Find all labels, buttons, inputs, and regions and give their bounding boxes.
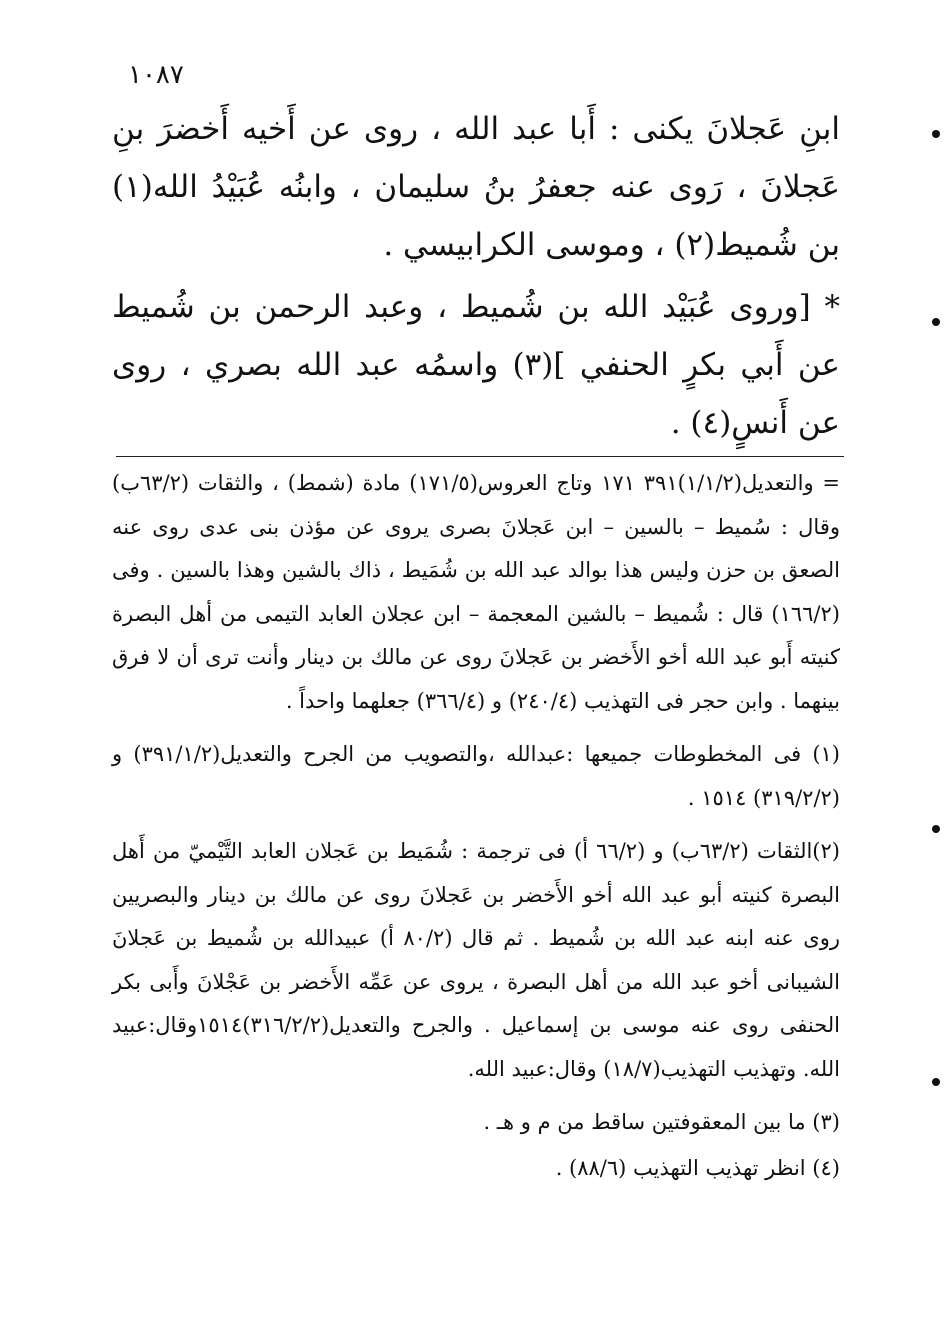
- main-paragraph: ابنِ عَجلانَ يكنى : أَبا عبد الله ، روى عن أَخيه أَخضرَ بنِ عَجلانَ ، رَوى عنه جعفرُ بنُ سليمان ، وابنُه عُبَيْدُ الله(١) بن شُميط(٢) ، وموسى الكرابيسي .: [112, 111, 840, 263]
- main-text: [112, 100, 840, 456]
- footnote-2: (٢)الثقات (٦٣/٢ب) و (٦٦/٢ أ) فى ترجمة : شُمَيط بن عَجلان العابد التَّيْميّ من أَهل البصرة كنيته أبو عبد الله أخو الأَخضر بن عَجلانَ روى عن مالك بن دينار والبصريين روى عنه ابنه عبد الله بن شُميط . ثم قال (٨٠/٢ أ) عبيدالله بن شُميط بن عَجلانَ الشيبانى أخو عبد الله من أهل البصرة ، يروى عن عَمِّه الأَخضر بن عَجْلانَ وأَبى بكر الحنفى روى عنه موسى بن إسماعيل . والجرح والتعديل(٣١٦/٢/٢)١٥١٤وقال:عبيد الله. وتهذيب التهذيب(١٨/٧) وقال:عبيد الله.: [112, 839, 840, 1081]
- main-paragraph: * [وروى عُبَيْد الله بن شُميط ، وعبد الرحمن بن شُميط عن أَبي بكرٍ الحنفي ](٣) واسمُه عبد الله بصري ، روى عن أَنسٍ(٤) .: [112, 289, 840, 441]
- footnote-1: (١) فى المخطوطات جميعها :عبدالله ،والتصويب من الجرح والتعديل(٣٩١/١/٢) و (٣١٩/٢/٢) ١٥١٤ .: [112, 742, 840, 810]
- footnotes: [112, 462, 840, 1192]
- margin-mark: [932, 825, 940, 833]
- page-number: ١٠٨٧: [128, 60, 184, 90]
- footnote-4: (٤) انظر تهذيب التهذيب (٨٨/٦) .: [555, 1155, 840, 1180]
- margin-mark: [932, 130, 940, 138]
- margin-mark: [932, 1078, 940, 1086]
- footnote-3: (٣) ما بين المعقوفتين ساقط من م و هـ .: [483, 1110, 840, 1134]
- footnote-continued: = والتعديل(١/١/٢)٣٩١ ١٧١ وتاج العروس(١٧١/٥) مادة (شمط) ، والثقات (٦٣/٢ب) وقال : سُميط – بالسين – ابن عَجلانَ بصرى يروى عن مؤذن بنى عدى روى عنه الصعق بن حزن وليس هذا بوالد عبد الله بن شُمَيط ، ذاك بالشين وهذا بالسين . وفى (١٦٦/٢) قال : شُميط – بالشين المعجمة – ابن عجلان العابد التيمى من أهل البصرة كنيته أَبو عبد الله أخو الأَخضر بن عَجلانَ روى عن مالك بن دينار وأنت ترى أن لا فرق بينهما . وابن حجر فى التهذيب (٢٤٠/٤) و (٣٦٦/٤) جعلهما واحداً .: [112, 471, 840, 713]
- footnote-separator: [116, 456, 844, 457]
- margin-mark: [932, 318, 940, 326]
